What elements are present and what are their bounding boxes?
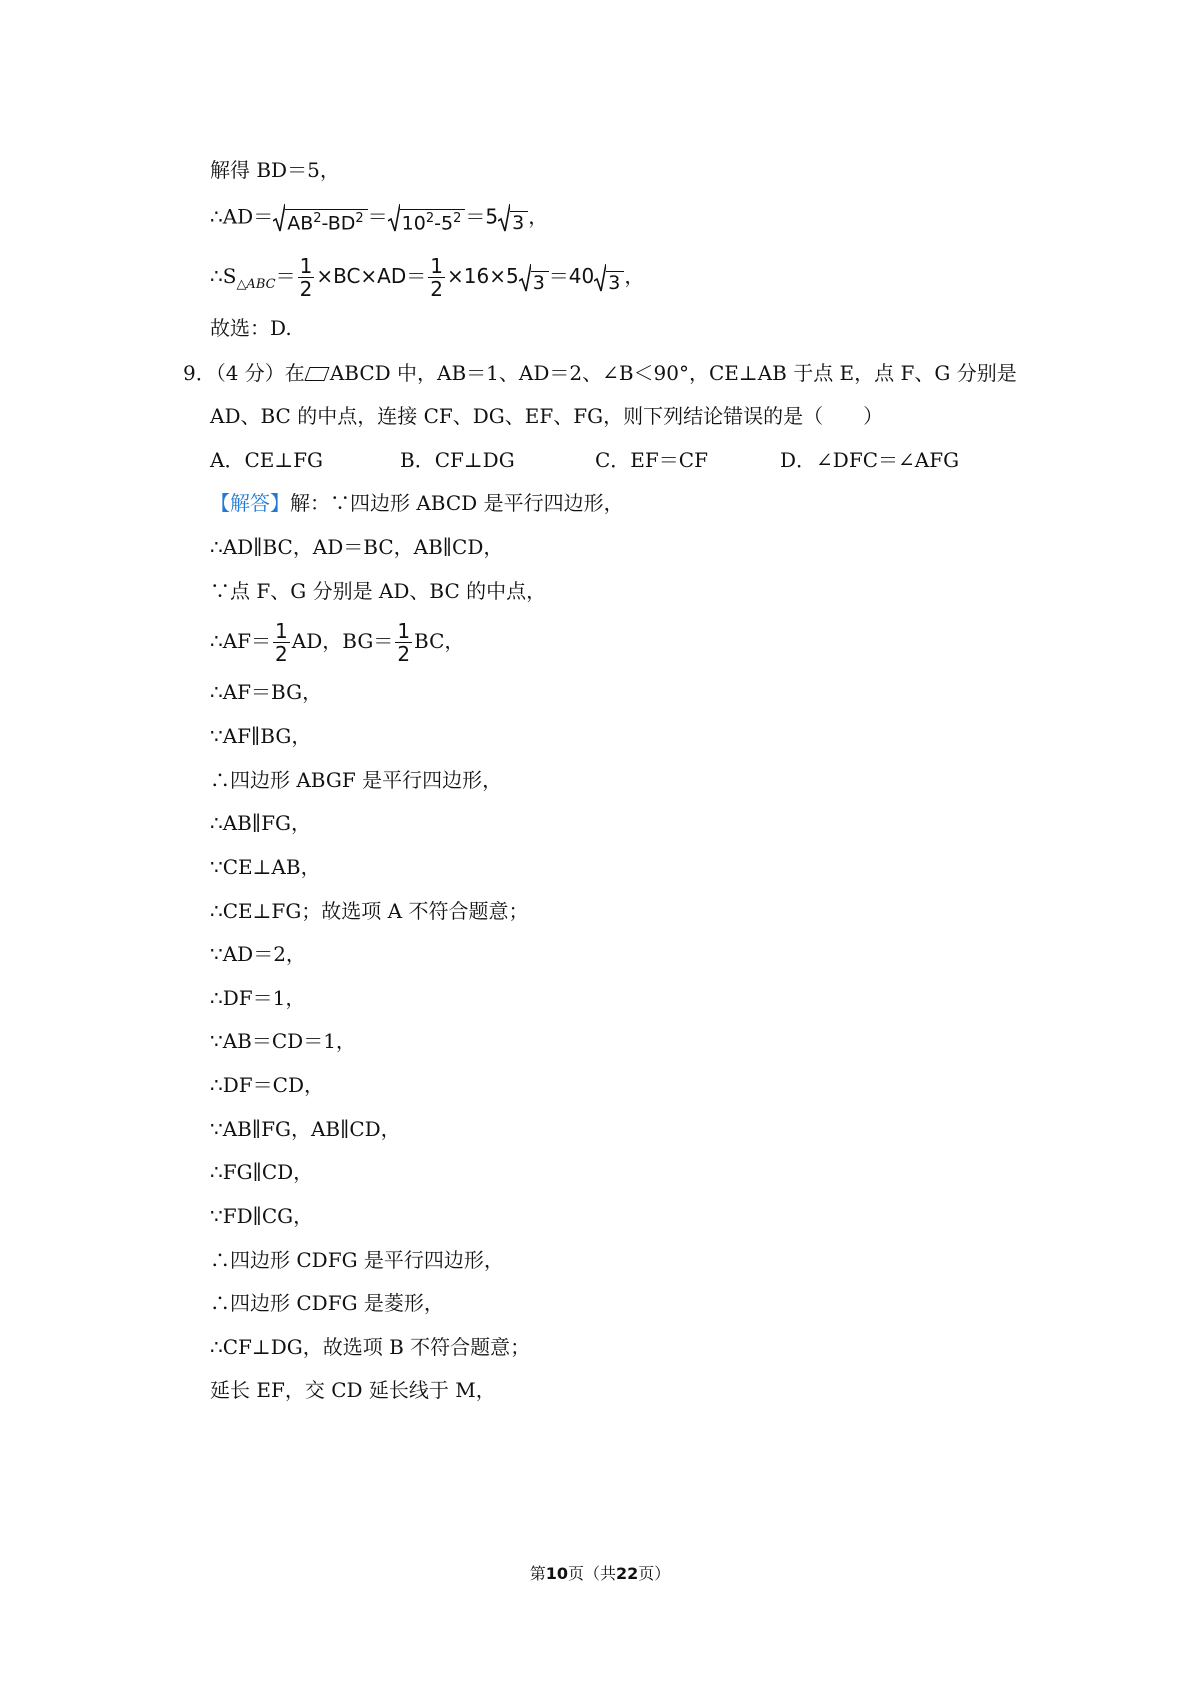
text-line: ∴CE⊥FG；故选项 A 不符合题意； [210, 899, 529, 923]
formula-text: ＝ [367, 204, 388, 229]
text-line: ∵点 F、G 分别是 AD、BC 的中点， [210, 579, 547, 603]
sqrt-expression [519, 263, 549, 293]
page-footer [0, 1561, 1200, 1584]
page-number: 10 [545, 1564, 568, 1583]
answer-tag: 【解答】 [210, 491, 290, 515]
text-line: ∵FD∥CG， [210, 1204, 314, 1228]
footer-text: 第 [529, 1564, 546, 1583]
exponent: 2 [453, 210, 462, 226]
text-line: ∴CF⊥DG，故选项 B 不符合题意； [210, 1335, 531, 1359]
text-line: 故选：D. [210, 316, 292, 340]
exponent: 2 [355, 210, 364, 226]
text-line: 解得 BD＝5， [210, 158, 340, 182]
question-number: 9．（4 分）在 [183, 361, 305, 385]
formula-text: ， [528, 204, 549, 229]
text-line: ∵AB∥FG，AB∥CD， [210, 1117, 401, 1141]
formula-text: - [321, 212, 328, 234]
exponent: 2 [425, 210, 435, 226]
formula-line-af [210, 620, 464, 665]
sqrt-expression [273, 203, 367, 233]
text-line: ∴四边形 CDFG 是菱形， [210, 1291, 444, 1315]
fraction-half: $\frac{1}{2}$ [430, 254, 443, 301]
text-line: ∴FG∥CD， [210, 1160, 314, 1184]
option-c: C．EF＝CF [595, 448, 708, 472]
formula-text: ， [624, 264, 645, 288]
formula-text: BD [327, 212, 356, 234]
option-b: B．CF⊥DG [400, 448, 515, 472]
question-text: ABCD 中，AB＝1、AD＝2、∠B＜90°，CE⊥AB 于点 E，点 F、G 分别是 [329, 361, 1017, 385]
formula-text: ×BC×AD＝ [316, 264, 427, 288]
formula-text: ∴S [210, 264, 237, 288]
option-d: D．∠DFC＝∠AFG [780, 448, 960, 472]
formula-text: BC， [414, 629, 465, 653]
sqrt-expression [388, 203, 466, 233]
formula-subscript: △ABC [236, 277, 276, 292]
formula-text: 5 [485, 204, 499, 229]
formula-text: 3 [510, 211, 528, 233]
text-line: ∵AB＝CD＝1， [210, 1029, 356, 1053]
fraction-half: $\frac{1}{2}$ [299, 254, 313, 301]
fraction-half: $\frac{1}{2}$ [397, 619, 411, 666]
formula-text: ＝ [275, 264, 296, 288]
formula-line-ad [210, 203, 548, 233]
formula-text: ，BG＝ [322, 629, 394, 653]
text-line: ∴DF＝CD， [210, 1073, 324, 1097]
text-line: ∴AD∥BC，AD＝BC，AB∥CD， [210, 535, 504, 559]
text-line: ∴DF＝1， [210, 986, 306, 1010]
text-line: ∵AD＝2， [210, 942, 306, 966]
formula-text: 10 [401, 212, 426, 234]
formula-text: ∴AF＝ [210, 629, 272, 653]
answer-text: 解：∵四边形 ABCD 是平行四边形， [290, 491, 624, 515]
formula-line-area [210, 255, 644, 300]
footer-text: 页） [638, 1564, 671, 1583]
formula-text: 3 [531, 271, 549, 293]
answer-header [210, 493, 624, 513]
formula-text: ＝40 [548, 264, 595, 288]
text-line: ∴AB∥FG， [210, 811, 311, 835]
text-line: 延长 EF，交 CD 延长线于 M， [210, 1378, 496, 1402]
text-line: ∵AF∥BG， [210, 724, 312, 748]
fraction-half: $\frac{1}{2}$ [275, 619, 288, 666]
sqrt-expression [594, 263, 624, 293]
sqrt-expression [498, 203, 528, 233]
exponent: 2 [313, 210, 322, 226]
formula-text: - [434, 212, 441, 234]
text-line: ∴四边形 CDFG 是平行四边形， [210, 1248, 504, 1272]
question-9-stem-cont: AD、BC 的中点，连接 CF、DG、EF、FG，则下列结论错误的是（ ） [210, 404, 884, 428]
text-line: ∴AF＝BG， [210, 680, 323, 704]
formula-text: ∴AD＝ [210, 204, 274, 229]
text-line: ∵CE⊥AB， [210, 855, 321, 879]
parallelogram-icon [304, 367, 329, 381]
option-a: A．CE⊥FG [210, 448, 324, 472]
formula-text: ×16×5 [446, 264, 519, 288]
formula-text: ＝ [465, 204, 486, 229]
formula-text: 3 [606, 271, 624, 293]
footer-text: 页（共 [567, 1564, 616, 1583]
question-9-stem [183, 363, 1017, 383]
formula-text: AD [291, 629, 323, 653]
text-line: ∴四边形 ABGF 是平行四边形， [210, 768, 503, 792]
formula-text: 5 [441, 212, 454, 234]
page-total: 22 [616, 1564, 639, 1583]
formula-text: AB [287, 212, 314, 234]
